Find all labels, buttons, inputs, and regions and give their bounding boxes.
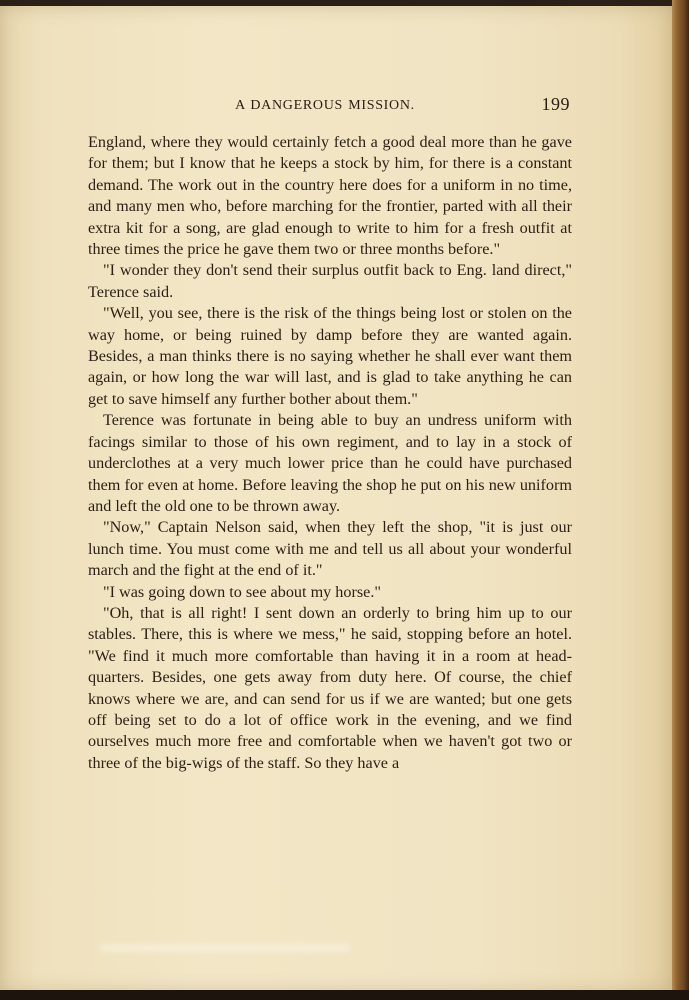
page-header xyxy=(80,94,570,120)
paragraph-2: "I wonder they don't send their surplus outfit back to Eng. land direct," Terence said. xyxy=(88,261,572,301)
paper-smudge xyxy=(100,944,350,952)
paragraph-7: "Oh, that is all right! I sent down an orderly to bring him up to our stables. There, this is where we mess," he said, stopping before an hotel. "We find it much more comfortable than having it in a room at head-quarters. Besides, one gets away from duty here. Of course, the chief knows where we are, and can send for us if we are wanted; but one gets off being set to do a lot of office work in the evening, and we find ourselves much more free and comfortable when we haven't got two or three of the big-wigs of the staff. So they have a xyxy=(88,603,572,772)
paragraph-4: Terence was fortunate in being able to buy an undress uniform with facings similar to those of his own regiment, and to lay in a stock of underclothes at a very much lower price than he could have purchased them for even at home. Before leaving the shop he put on his new uniform and left the old one to be thrown away. xyxy=(88,411,572,515)
paragraph-3: "Well, you see, there is the risk of the things being lost or stolen on the way home, or being ruined by damp before they are wanted again. Besides, a man thinks there is no saying whether he shall ever want them again, or how long the war will last, and is glad to take anything he can get to save himself any further bother about them." xyxy=(88,304,572,408)
book-page xyxy=(0,6,672,992)
paragraph-5: "Now," Captain Nelson said, when they left the shop, "it is just our lunch time. You must come with me and tell us all about your wonderful march and the fight at the end of it." xyxy=(88,518,572,580)
running-title: A DANGEROUS MISSION. xyxy=(235,98,415,113)
page-number: 199 xyxy=(541,94,570,114)
body-text xyxy=(88,132,572,774)
bottom-scan-band xyxy=(0,990,689,1000)
paragraph-6: "I was going down to see about my horse." xyxy=(103,582,382,601)
paragraph-1: England, where they would certainly fetch a good deal more than he gave for them; but I know that he keeps a stock by him, for there is a constant demand. The work out in the country here does for a uniform in no time, and many men who, before marching for the frontier, parted with all their extra kit for a song, are glad enough to write to him for a fresh outfit at three times the price he gave them two or three months before." xyxy=(88,133,572,259)
page-edge xyxy=(672,0,689,1000)
